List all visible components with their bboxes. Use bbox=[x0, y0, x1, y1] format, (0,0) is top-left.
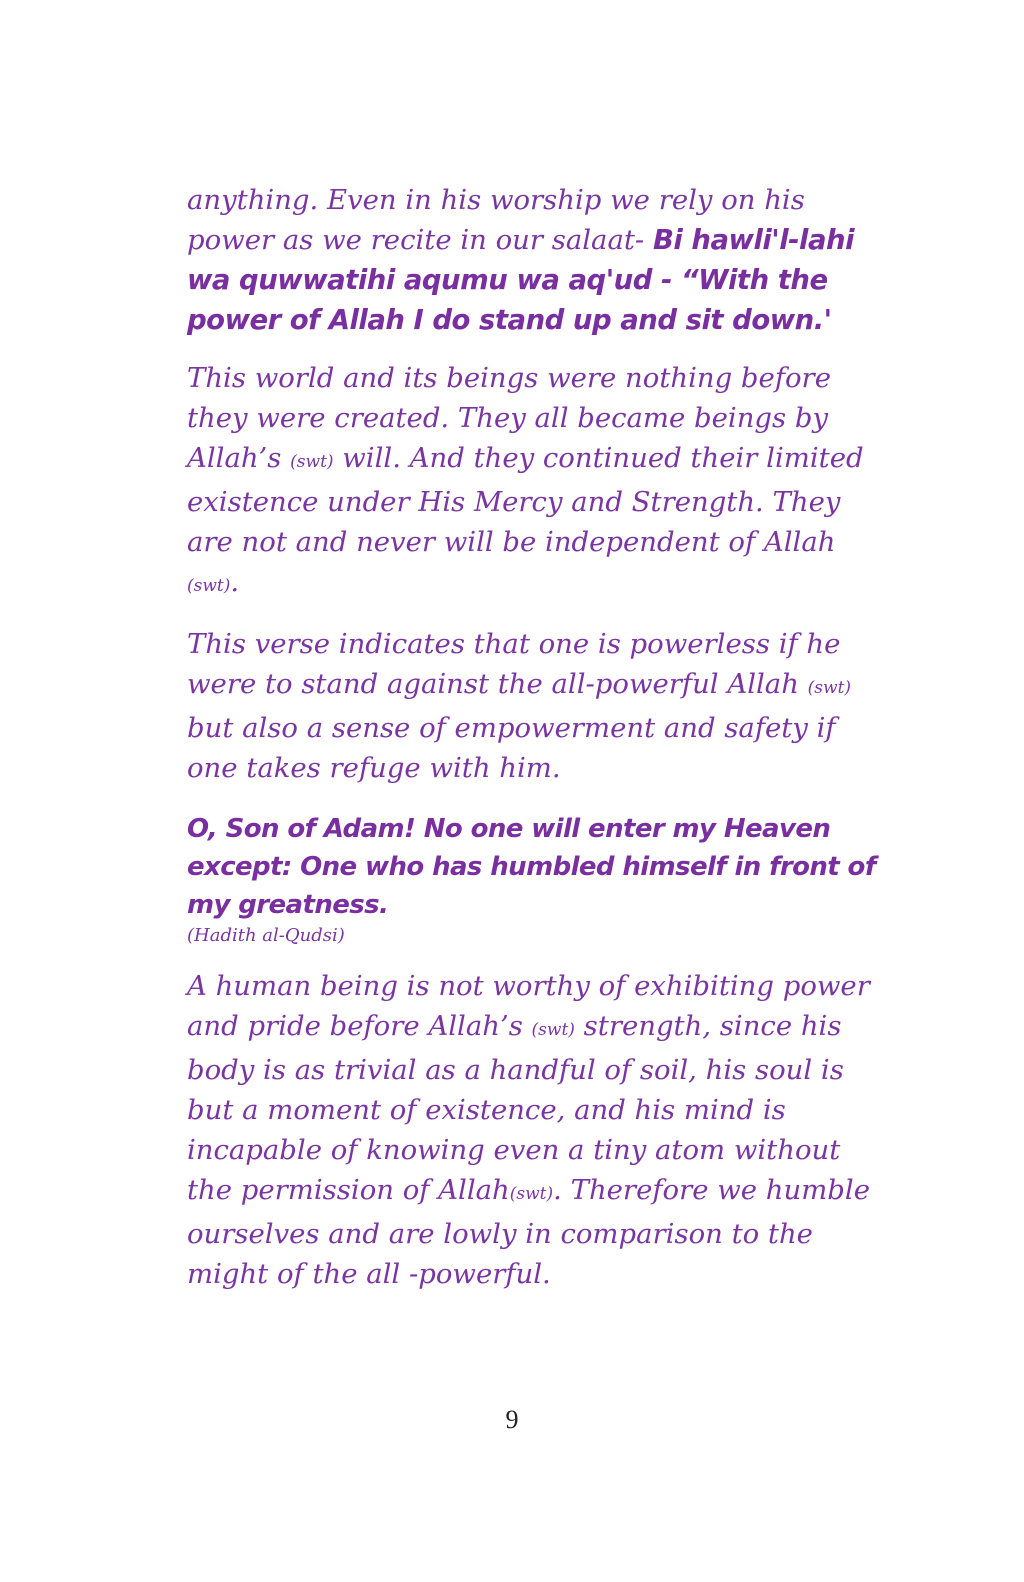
page-number: 9 bbox=[505, 1405, 519, 1434]
swt-note: (swt) bbox=[290, 452, 334, 472]
hadith-quote-text: O, Son of Adam! No one will enter my Heaven except: One who has humbled himself in front of my greatness. bbox=[187, 814, 876, 920]
paragraph-verse-text-2: but also a sense of empowerment and safety if one takes refuge with him. bbox=[187, 712, 836, 784]
paragraph-creation-text-3: . bbox=[230, 566, 240, 598]
swt-note: (swt) bbox=[807, 678, 852, 698]
paragraph-humility bbox=[187, 966, 887, 1294]
paragraph-worship-transliteration: Bi hawli'l-lahi wa quwwatihi aqumu wa aq'ud - “With the power of Allah I do stand up and sit down.' bbox=[187, 224, 855, 336]
paragraph-humility-text-3: . Therefore we humble ourselves and are lowly in comparison to the might of the all -powerful. bbox=[187, 1174, 870, 1290]
paragraph-creation-text-1: This world and its beings were nothing before they were created. They all became beings by Allah’s bbox=[187, 362, 831, 474]
hadith-quote bbox=[187, 810, 887, 948]
paragraph-worship bbox=[187, 180, 887, 340]
swt-note: (swt) bbox=[187, 576, 231, 596]
hadith-citation: (Hadith al-Qudsi) bbox=[187, 925, 345, 946]
swt-note: (swt) bbox=[509, 1184, 554, 1204]
paragraph-humility-text-2: strength, since his body is as trivial as a handful of soil, his soul is but a moment of existence, and his mind is incapable of knowing even a tiny atom without the permission of Allah bbox=[187, 1010, 844, 1206]
paragraph-verse-text-1: This verse indicates that one is powerless if he were to stand against the all-powerful Allah bbox=[187, 628, 841, 700]
page-body bbox=[187, 180, 887, 1312]
paragraph-creation bbox=[187, 358, 887, 606]
paragraph-worship-text: anything. Even in his worship we rely on his power as we recite in our salaat- bbox=[187, 184, 805, 256]
paragraph-humility-text-1: A human being is not worthy of exhibiting power and pride before Allah’s bbox=[187, 970, 870, 1042]
paragraph-verse bbox=[187, 624, 887, 788]
swt-note: (swt) bbox=[531, 1020, 575, 1040]
paragraph-creation-text-2: will. And they continued their limited existence under His Mercy and Strength. They are not and never will be independent of Allah bbox=[187, 442, 864, 558]
